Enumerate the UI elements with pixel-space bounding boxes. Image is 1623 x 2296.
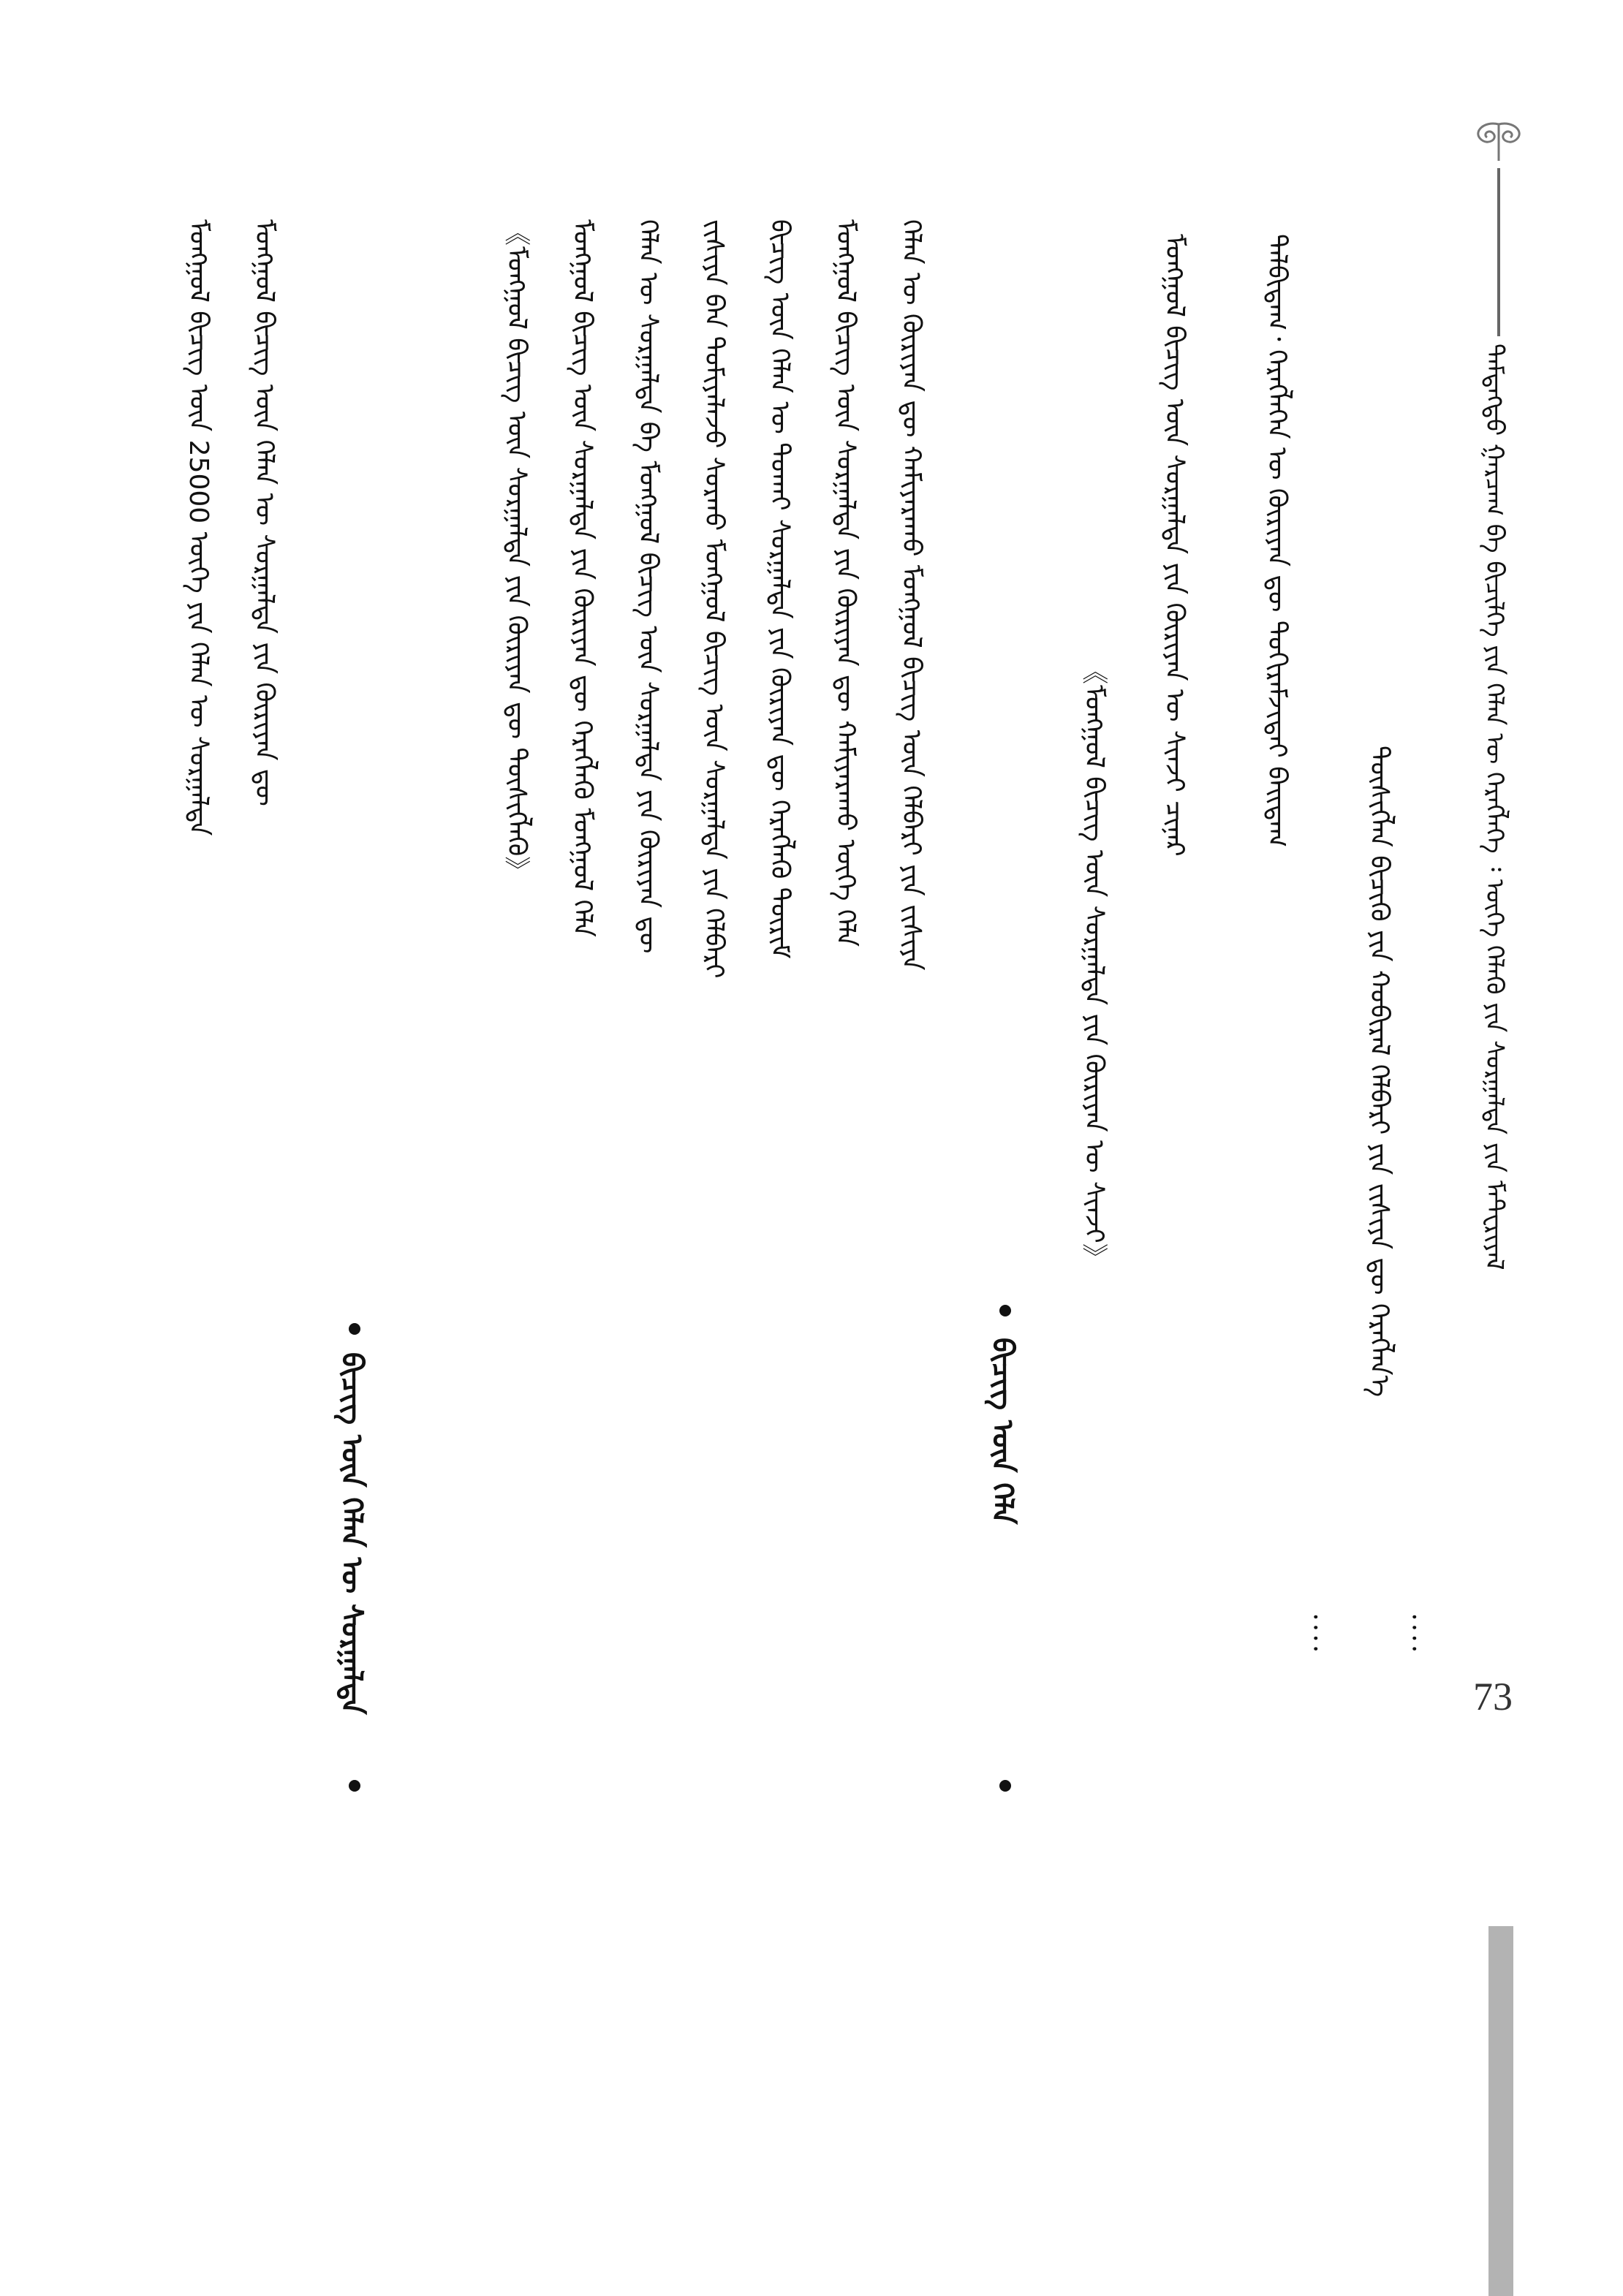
bullet-icon [349, 1780, 360, 1792]
text-column-13: ᠮᠣᠩᠭᠣᠯ ᠪᠢᠴᠢᠭ ᠦᠨ 25000 ᠦᠭᠡ ᠶᠢᠨ ᠬᠡᠯᠡᠨ ᠦ ᠰᠤᠷᠭᠠᠯᠲᠠ [184, 219, 213, 836]
thumb-tab [1488, 1926, 1513, 2296]
text-column-11: 《ᠮᠣᠩᠭᠣᠯ ᠪᠢᠴᠢᠭ ᠦᠨ ᠰᠤᠷᠭᠠᠯᠲᠠ ᠶᠢᠨ ᠬᠦᠷᠢᠶᠡᠨ ᠳᠦ ᠲᠦᠰᠢᠭᠯᠡᠬᠦ》 [502, 219, 531, 884]
bullet-icon [349, 1323, 360, 1335]
running-header: ᠲᠡᠮᠳᠡᠭᠲᠦ ᠭᠠᠷᠴᠠᠭ ᠪᠠ ᠪᠢᠴᠢᠯᠭᠡ ᠶᠢᠨ ᠬᠡᠯᠡᠨ ᠦ ᠬᠡᠷᠡᠭᠯᠡᠭᠡ ᠄ ᠦᠭᠡ ᠬᠡᠯᠡᠬᠦ ᠶᠢᠨ ᠰᠤᠷᠭᠠᠯᠲᠠ ᠶᠢᠨ ᠮᠠᠲ᠋ᠧᠷᠢᠶᠠᠯ [1480, 344, 1509, 1270]
text-column-12: ᠮᠣᠩᠭᠣᠯ ᠪᠢᠴᠢᠭ ᠦᠨ ᠬᠡᠯᠡᠨ ᠦ ᠰᠤᠷᠭᠠᠯᠲᠠ ᠶᠢᠨ ᠬᠦᠷᠢᠶᠡᠨ ᠳᠦ [249, 219, 279, 806]
text-column-6: ᠮᠣᠩᠭᠣᠯ ᠪᠢᠴᠢᠭ ᠦᠨ ᠰᠤᠷᠭᠠᠯᠲᠠ ᠶᠢᠨ ᠬᠦᠷᠢᠶᠡᠨ ᠳᠦ ᠬᠠᠮᠢᠶᠠᠷᠠᠬᠤ ᠦᠭᠡ ᠬᠡᠯᠡ [831, 219, 860, 947]
ellipsis-1: ᠂᠂᠂᠂ [1397, 1608, 1427, 1651]
text-column-9: ᠬᠡᠯᠡᠨ ᠦ ᠰᠤᠷᠭᠠᠯᠲᠠ ᠪᠠ ᠮᠣᠩᠭᠣᠯ ᠪᠢᠴᠢᠭ ᠦᠨ ᠰᠤᠷᠭᠠᠯᠲᠠ ᠶᠢᠨ ᠬᠦᠷᠢᠶᠡᠨ ᠳᠦ [633, 219, 663, 954]
text-column-5: ᠬᠡᠯᠡᠨ ᠦ ᠬᠦᠷᠢᠶᠡᠨ ᠳᠦ ᠬᠠᠮᠢᠶᠠᠷᠠᠬᠤ ᠮᠣᠩᠭᠣᠯ ᠪᠢᠴᠢᠭ ᠦᠨ ᠬᠡᠯᠪᠡᠷᠢ ᠶᠢᠨ ᠵᠢᠱᠢᠶᠡ [896, 219, 926, 971]
text-column-10: ᠮᠣᠩᠭᠣᠯ ᠪᠢᠴᠢᠭ ᠦᠨ ᠰᠤᠷᠭᠠᠯᠲᠠ ᠶᠢᠨ ᠬᠦᠷᠢᠶᠡᠨ ᠳᠦ ᠬᠡᠷᠡᠭᠯᠡᠬᠦ ᠮᠣᠩᠭᠣᠯ ᠬᠡᠯᠡ [567, 219, 597, 937]
header-rule [1497, 168, 1500, 336]
section-heading-2: ᠪᠢᠴᠢᠭ ᠦᠨ ᠬᠡᠯᠡᠨ ᠦ ᠰᠤᠷᠭᠠᠯᠲᠠ [335, 1352, 368, 1715]
section-heading-1: ᠪᠢᠴᠢᠭ ᠦᠨ ᠬᠡᠯᠡ [985, 1338, 1019, 1525]
text-column-7: ᠪᠢᠴᠢᠭ ᠦᠨ ᠬᠡᠯᠡᠨ ᠦ ᠲᠤᠬᠠᠢ ᠰᠤᠷᠭᠠᠯᠲᠠ ᠶᠢᠨ ᠬᠦᠷᠢᠶᠡᠨ ᠳᠦ ᠬᠡᠷᠡᠭᠯᠡᠬᠦ ᠳᠦᠷᠢᠮ [765, 219, 795, 959]
bullet-icon [999, 1780, 1011, 1792]
ellipsis-2: ᠂᠂᠂᠂ [1298, 1608, 1328, 1651]
bullet-icon [999, 1305, 1011, 1316]
page-number: 73 [1473, 1675, 1513, 1719]
text-column-4: 《ᠮᠣᠩᠭᠣᠯ ᠪᠢᠴᠢᠭ ᠦᠨ ᠰᠤᠷᠭᠠᠯᠲᠠ ᠶᠢᠨ ᠬᠦᠷᠢᠶᠡᠨ ᠦ ᠰᠢᠨᠵᠢ》 [1079, 658, 1109, 1270]
text-column-1: ᠳᠠᠯᠪᠢᠳᠠᠭ᠂ ᠬᠡᠷᠡᠭᠯᠡᠭᠡᠨ ᠦ ᠬᠦᠷᠢᠶᠡᠨ ᠳᠦ ᠲᠤᠬᠢᠷᠠᠮᠵᠢᠲᠠᠢ ᠪᠠᠢᠳᠠᠭ [1262, 234, 1292, 848]
text-column-3: ᠮᠣᠩᠭᠣᠯ ᠪᠢᠴᠢᠭ ᠦᠨ ᠰᠤᠷᠭᠠᠯᠲᠠ ᠶᠢᠨ ᠬᠦᠷᠢᠶᠡᠨ ᠦ ᠰᠢᠨᠵᠢ ᠴᠢᠨᠠᠷ [1159, 234, 1189, 857]
ornament-icon [1469, 117, 1528, 168]
text-column-2: ᠲᠦᠰᠢᠭᠯᠡᠨ ᠪᠢᠴᠢᠬᠦ ᠶᠢᠨ ᠬᠤᠪᠢᠷᠠᠯ ᠬᠡᠯᠪᠡᠷᠢ ᠶᠢᠨ ᠵᠢᠱᠢᠶᠡ ᠳᠦ ᠬᠡᠷᠡᠭᠯᠡᠨ᠎ᠡ [1364, 746, 1394, 1398]
text-column-8: ᠵᠢᠱᠢᠶᠡ ᠪᠡᠨ ᠲᠣᠮᠢᠶᠠᠯᠠᠵᠤ ᠰᠤᠷᠬᠤ ᠮᠣᠩᠭᠣᠯ ᠪᠢᠴᠢᠭ ᠦᠨ ᠰᠤᠷᠭᠠᠯᠲᠠ ᠶᠢᠨ ᠬᠡᠯᠪᠡᠷᠢ [699, 219, 729, 979]
